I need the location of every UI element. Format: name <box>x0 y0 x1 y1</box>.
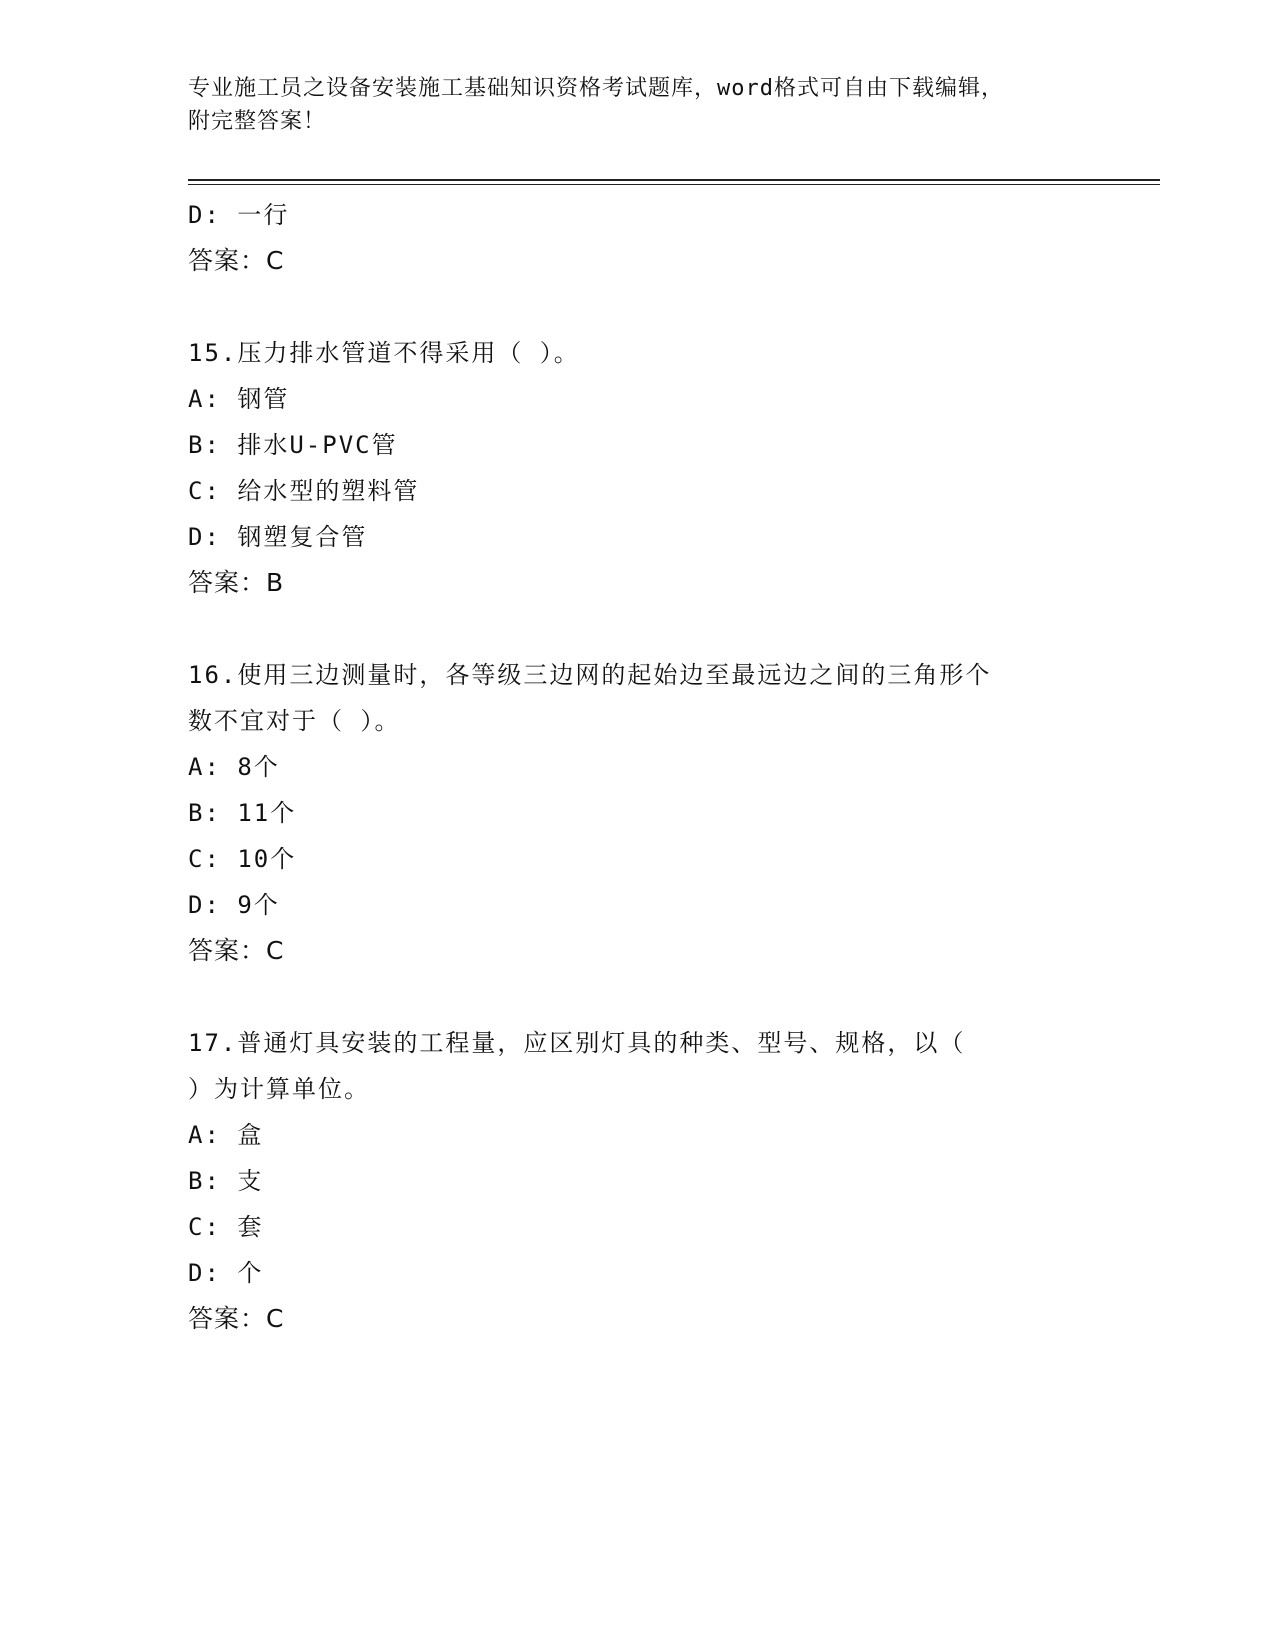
q15-stem: 15.压力排水管道不得采用（ ）。 <box>188 339 580 367</box>
q17-option-c: C: 套 <box>188 1213 264 1241</box>
q16-option-a: A: 8个 <box>188 753 280 781</box>
prev-answer: 答案：C <box>188 246 285 275</box>
q17-option-b: B: 支 <box>188 1167 264 1195</box>
q15-option-a: A: 钢管 <box>188 385 290 413</box>
q16-stem-line-1: 16.使用三边测量时，各等级三边网的起始边至最远边之间的三角形个 <box>188 661 992 689</box>
header-title-line-1: 专业施工员之设备安装施工基础知识资格考试题库，word格式可自由下载编辑， <box>188 76 1004 101</box>
header-divider <box>188 179 1160 181</box>
q17-answer: 答案：C <box>188 1304 285 1333</box>
q15-answer: 答案：B <box>188 568 285 597</box>
q16-option-b: B: 11个 <box>188 799 297 827</box>
q17-option-a: A: 盒 <box>188 1121 264 1149</box>
q16-option-d: D: 9个 <box>188 891 280 919</box>
document-header <box>188 72 1088 138</box>
q15-option-b: B: 排水U-PVC管 <box>188 431 398 459</box>
prev-option-d: D: 一行 <box>188 201 290 229</box>
q16-stem-line-2: 数不宜对于（ ）。 <box>188 707 401 735</box>
header-divider-thin <box>188 184 1160 185</box>
q17-stem-line-1: 17.普通灯具安装的工程量，应区别灯具的种类、型号、规格，以（ <box>188 1029 966 1057</box>
q17-option-d: D: 个 <box>188 1259 264 1287</box>
spacer <box>188 284 1088 330</box>
header-title-line-2: 附完整答案！ <box>188 109 327 134</box>
q16-option-c: C: 10个 <box>188 845 297 873</box>
q16-answer: 答案：C <box>188 936 285 965</box>
spacer <box>188 974 1088 1020</box>
q17-stem-line-2: ）为计算单位。 <box>188 1075 370 1103</box>
spacer <box>188 606 1088 652</box>
q15-option-d: D: 钢塑复合管 <box>188 523 368 551</box>
q15-option-c: C: 给水型的塑料管 <box>188 477 420 505</box>
question-list <box>188 192 1088 1342</box>
